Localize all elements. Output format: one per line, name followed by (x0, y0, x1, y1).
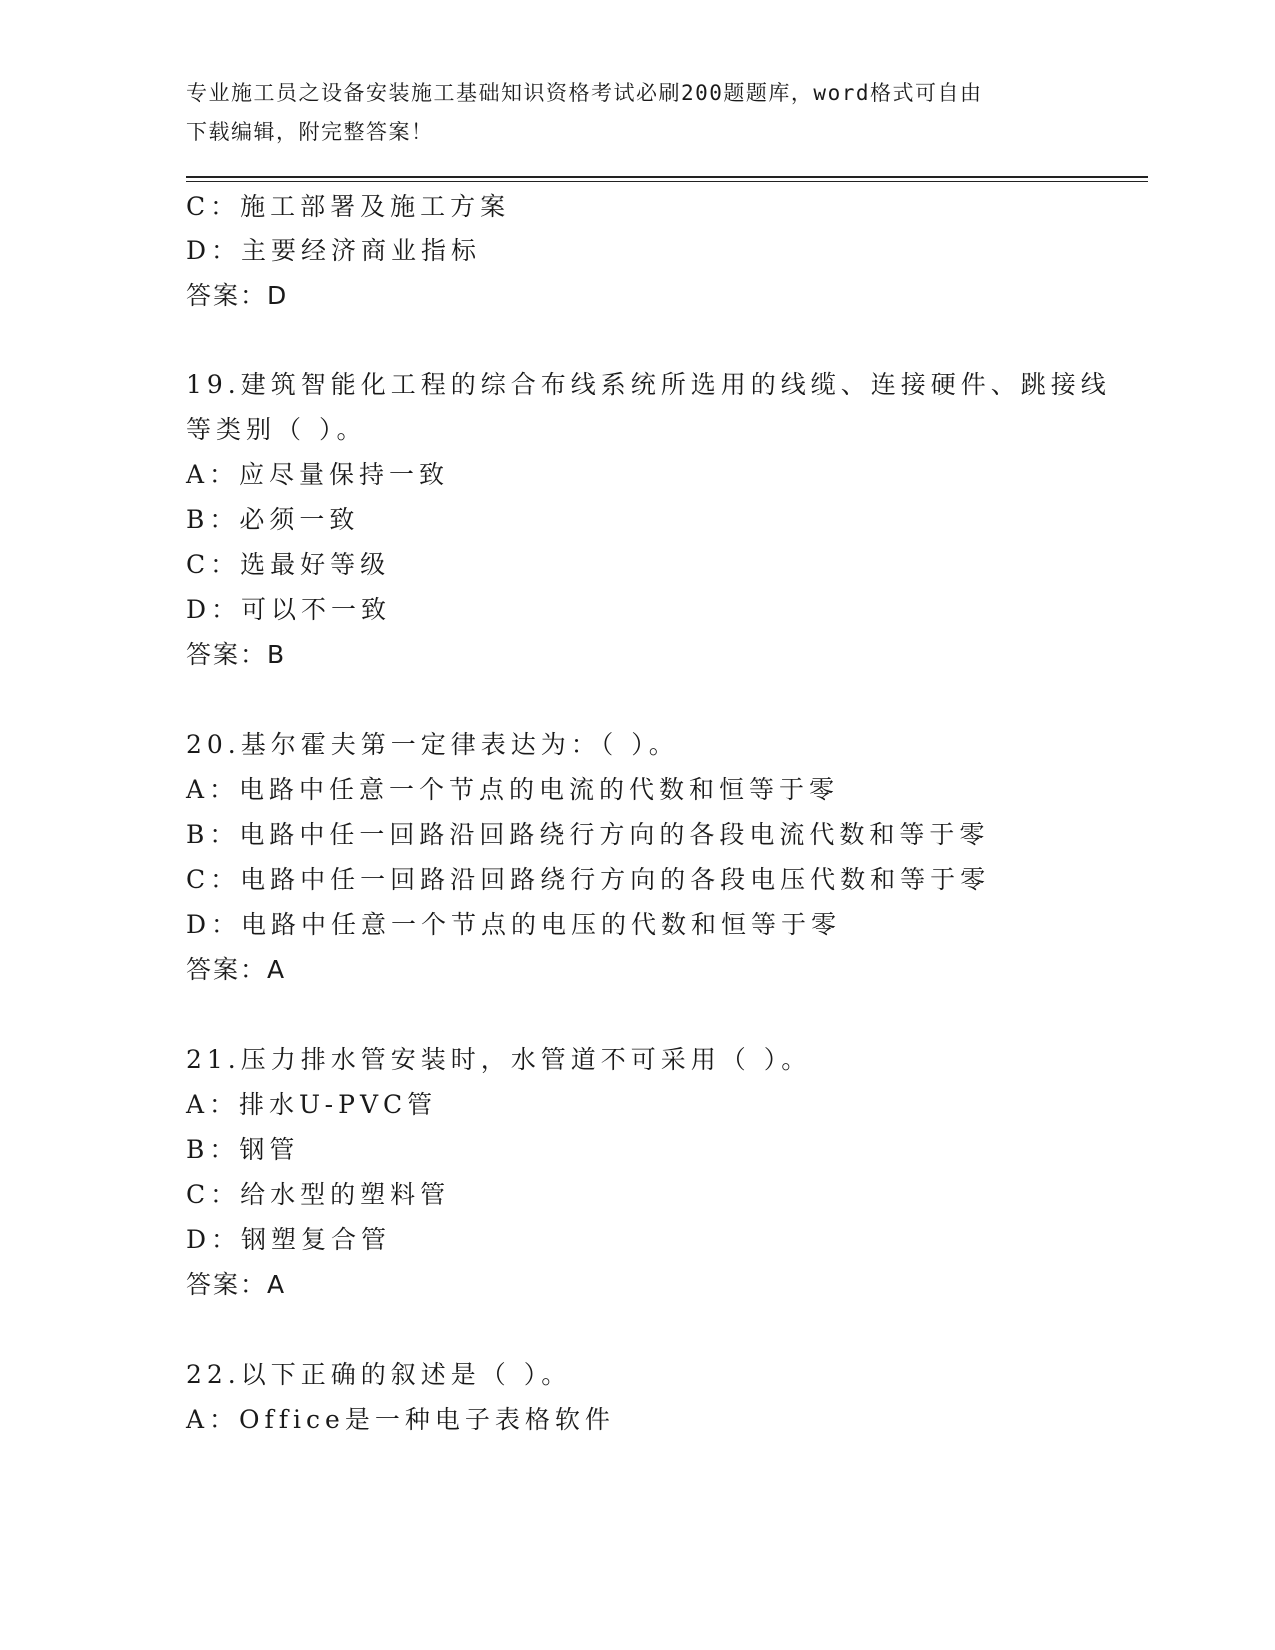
q19-option-c: C：选最好等级 (186, 550, 391, 579)
header-title-line-2: 下载编辑，附完整答案！ (186, 120, 434, 144)
q21-answer: 答案：A (186, 1270, 287, 1299)
q20-stem: 20.基尔霍夫第一定律表达为：（ ）。 (186, 730, 679, 759)
q21-option-b: B：钢管 (186, 1135, 300, 1164)
q22-stem: 22.以下正确的叙述是（ ）。 (186, 1360, 572, 1389)
q21-option-d: D：钢塑复合管 (186, 1225, 392, 1254)
q19-option-b: B：必须一致 (186, 505, 360, 534)
q20-option-b: B：电路中任一回路沿回路绕行方向的各段电流代数和等于零 (186, 820, 990, 849)
q19-option-d: D：可以不一致 (186, 595, 392, 624)
q21-option-c: C：给水型的塑料管 (186, 1180, 451, 1209)
q19-stem-line-1: 19.建筑智能化工程的综合布线系统所选用的线缆、连接硬件、跳接线 (186, 370, 1111, 399)
q18-option-d: D：主要经济商业指标 (186, 236, 482, 265)
q19-option-a: A：应尽量保持一致 (186, 460, 450, 489)
q20-option-a: A：电路中任意一个节点的电流的代数和恒等于零 (186, 775, 840, 804)
header-divider-thick (186, 176, 1148, 178)
document-header (186, 74, 1066, 152)
q21-stem: 21.压力排水管安装时，水管道不可采用（ ）。 (186, 1045, 812, 1074)
q21-option-a: A：排水U-PVC管 (186, 1090, 438, 1119)
q20-option-d: D：电路中任意一个节点的电压的代数和恒等于零 (186, 910, 842, 939)
q18-option-c: C：施工部署及施工方案 (186, 192, 511, 221)
q22-option-a: A：Office是一种电子表格软件 (186, 1405, 615, 1434)
q20-option-c: C：电路中任一回路沿回路绕行方向的各段电压代数和等于零 (186, 865, 991, 894)
q20-answer: 答案：A (186, 955, 287, 984)
q19-stem-line-2: 等类别（ ）。 (186, 415, 367, 444)
q18-answer: 答案：D (186, 281, 289, 310)
header-divider-thin (186, 181, 1148, 182)
q19-answer: 答案：B (186, 640, 287, 669)
header-title-line-1: 专业施工员之设备安装施工基础知识资格考试必刷200题题库，word格式可自由 (186, 81, 983, 105)
